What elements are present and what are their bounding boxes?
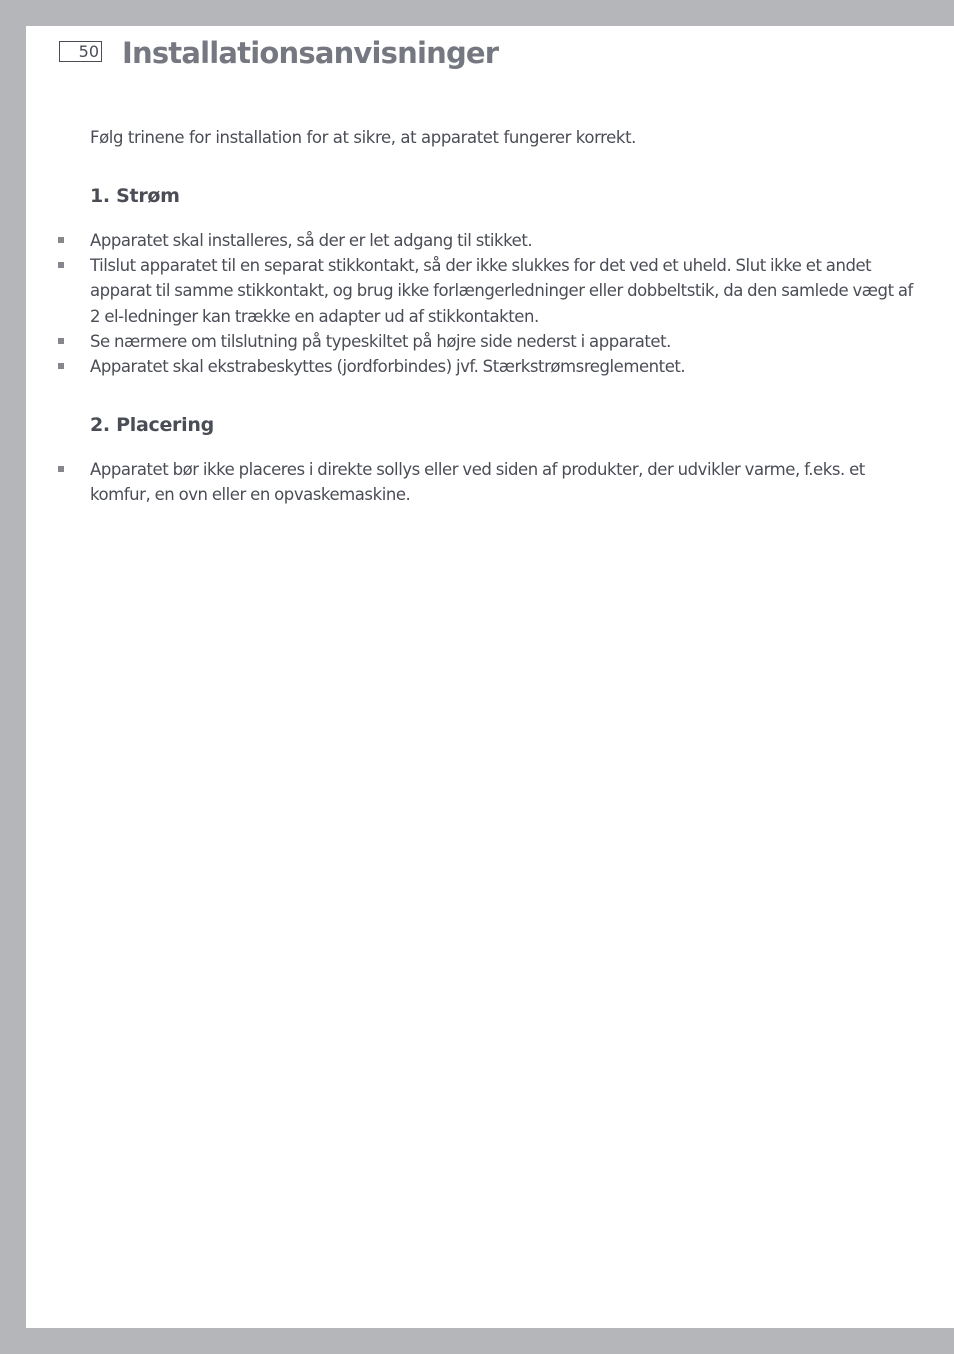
list-item [90,253,920,329]
intro-text: Følg trinene for installation for at sikre, at apparatet fungerer korrekt. [90,128,636,147]
section-power [90,182,920,379]
list-item-text: Apparatet skal ekstrabeskyttes (jordforbindes) jvf. Stærkstrømsreglementet. [90,357,686,377]
page-content [90,125,920,508]
list-item [90,329,920,354]
list-item-text: Se nærmere om tilslutning på typeskiltet på højre side nederst i apparatet. [90,331,671,351]
page-title: Installationsanvisninger [122,36,499,70]
list-item-text: Apparatet bør ikke placeres i direkte sollys eller ved siden af produkter, der udvikler varme, f.eks. et komfur, en ovn eller en opvaskemaskine. [90,460,865,505]
bullet-list-power [90,228,920,379]
list-item [90,228,920,253]
section-heading-placement: 2. Placering [90,414,214,437]
list-item [90,354,920,379]
section-placement [90,411,920,507]
bullet-list-placement [90,457,920,507]
page-number: 50 [59,41,102,62]
list-item-text: Apparatet skal installeres, så der er let adgang til stikket. [90,231,533,250]
square-bullet-icon [58,262,64,268]
list-item [90,457,920,507]
square-bullet-icon [58,237,64,243]
square-bullet-icon [58,338,64,344]
square-bullet-icon [58,363,64,369]
square-bullet-icon [58,466,64,472]
list-item-text: Tilslut apparatet til en separat stikkontakt, så der ikke slukkes for det ved et uheld. Slut ikke et andet apparat til samme stikkontakt, og brug ikke forlængerledninger eller dobbeltstik, da den samlede vægt af 2 el-ledninger kan trække en adapter ud af stikkontakten. [90,256,913,326]
section-heading-power: 1. Strøm [90,185,180,207]
document-page [26,26,954,1328]
